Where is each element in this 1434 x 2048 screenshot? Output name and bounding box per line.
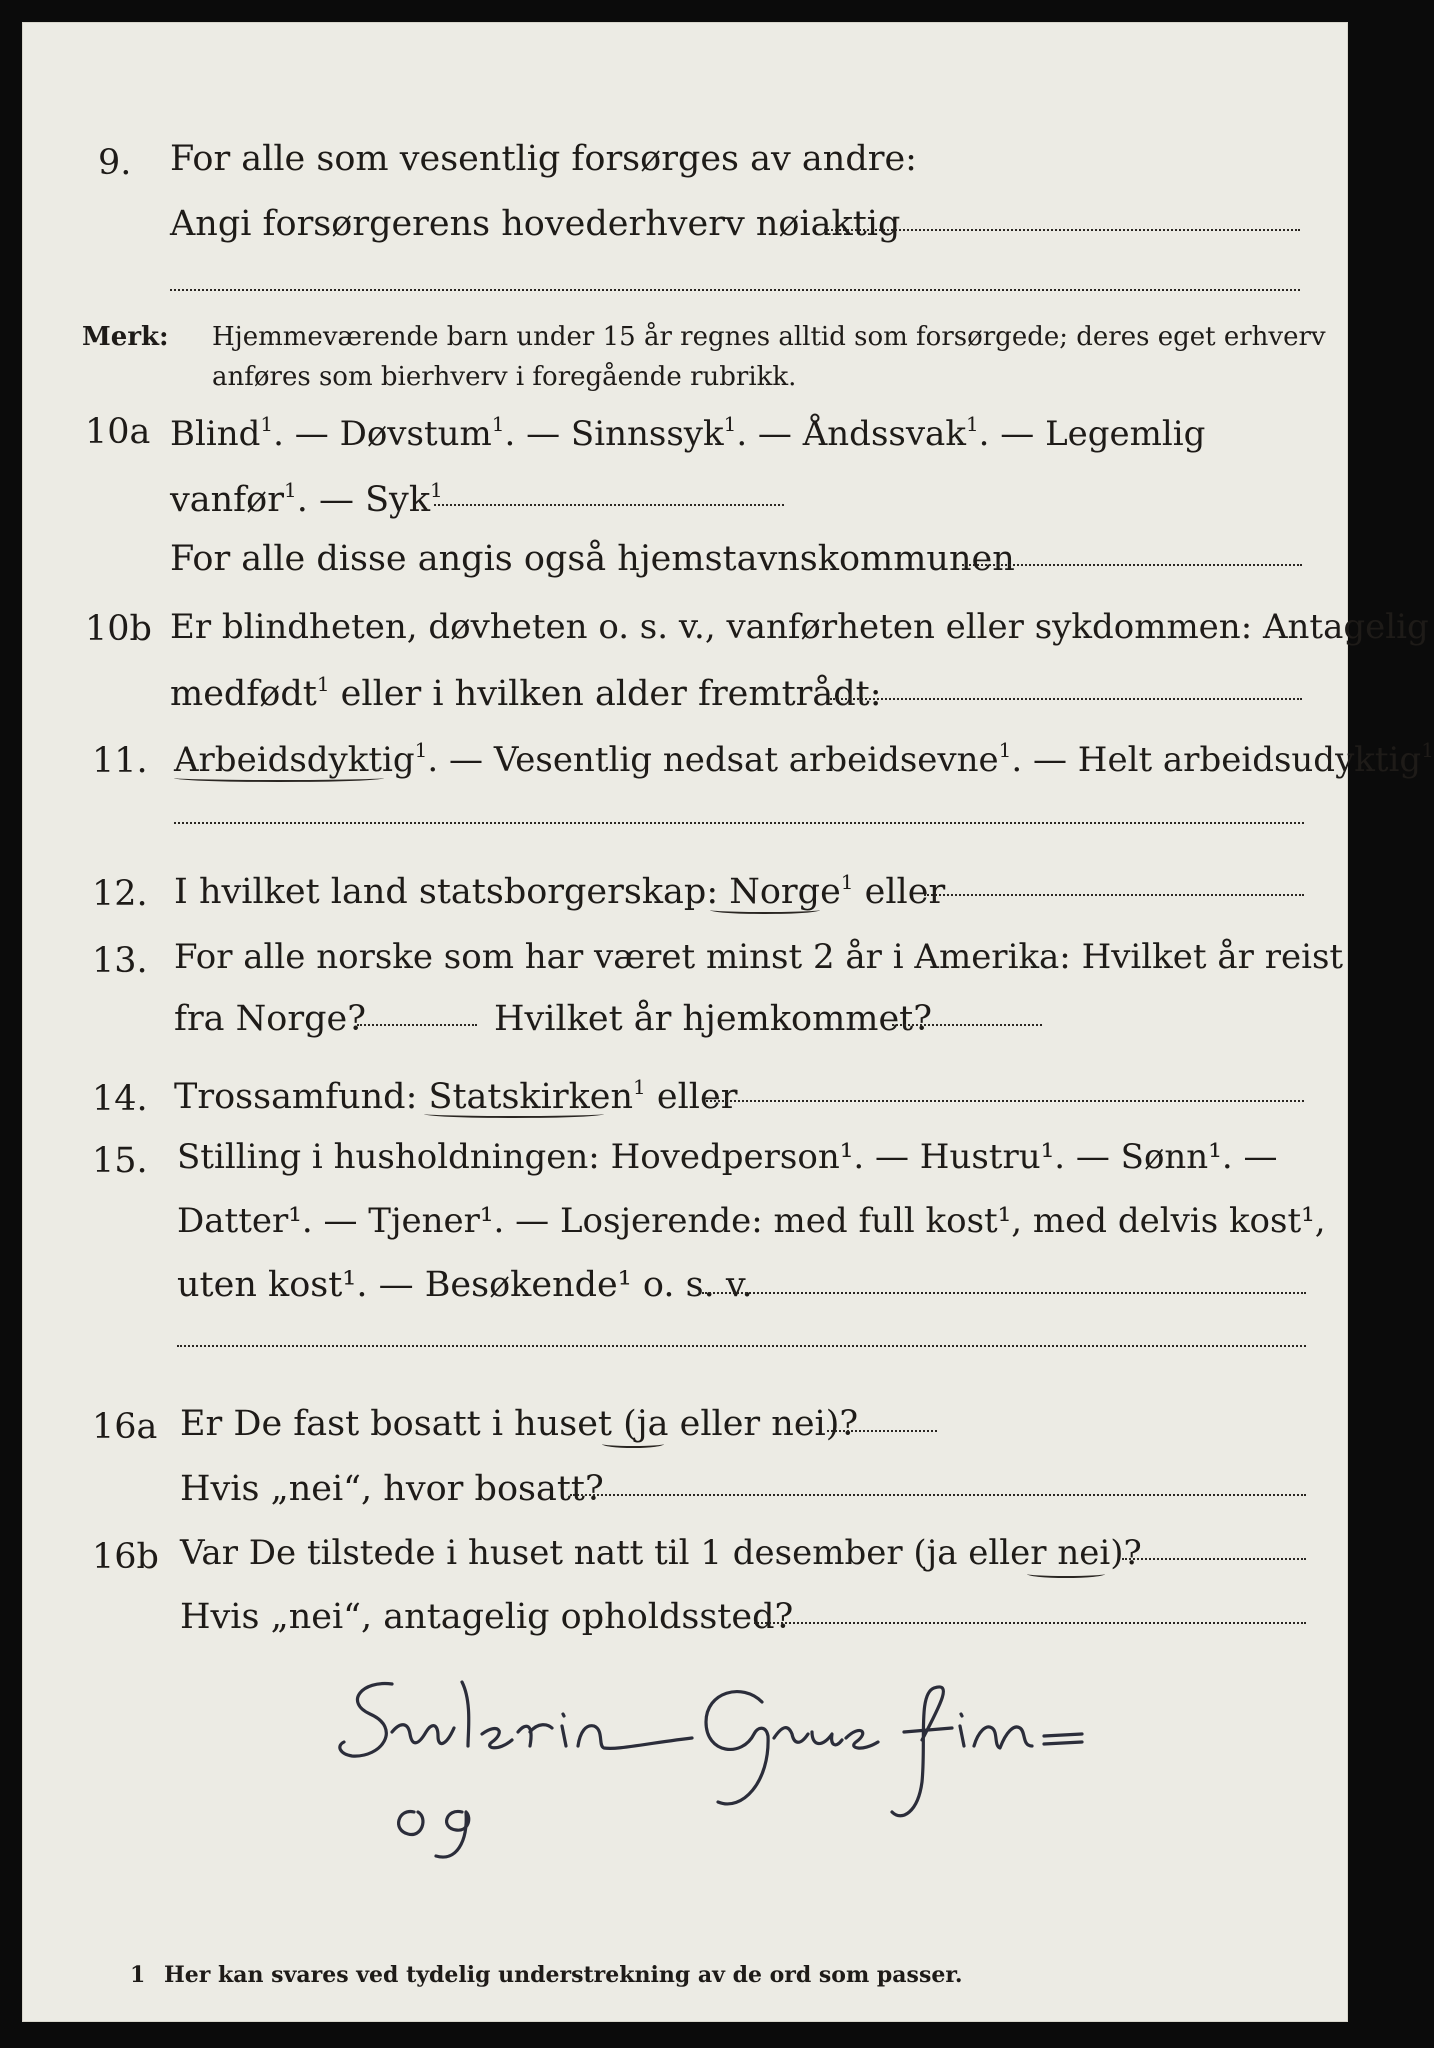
q16b-nei-underline bbox=[1027, 1570, 1105, 1578]
footnote-text: Her kan svares ved tydelig understrekning av de ord som passer. bbox=[164, 1962, 963, 1988]
q16a-ja-underline bbox=[602, 1440, 664, 1448]
q16b-line1: Var De tilstede i huset natt til 1 desember (ja eller nei)? bbox=[180, 1533, 1142, 1573]
q14-line: Trossamfund: Statskirken$^1$ eller bbox=[174, 1075, 738, 1117]
q15-line1: Stilling i husholdningen: Hovedperson¹. — Hustru¹. — Sønn¹. — bbox=[177, 1137, 1278, 1177]
q12-norge-underline bbox=[710, 906, 820, 914]
q16b-answer-line[interactable] bbox=[1122, 1558, 1306, 1560]
q11-number: 11. bbox=[92, 741, 148, 781]
q16a-line1: Er De fast bosatt i huset (ja eller nei)? bbox=[180, 1404, 859, 1444]
q10a-line2: vanfør$^1$. — Syk$^1$ bbox=[170, 478, 443, 520]
q10b-line2: medfødt$^1$ eller i hvilken alder fremtrådt: bbox=[170, 672, 882, 714]
q15-number: 15. bbox=[92, 1141, 148, 1181]
q12-line: I hvilket land statsborgerskap: Norge$^1$ eller bbox=[174, 870, 946, 912]
q16a-bosatt-answer-line[interactable] bbox=[570, 1494, 1306, 1496]
q14-answer-statskirken: Statskirken bbox=[428, 1077, 634, 1117]
q16a-answer-ja: (ja bbox=[623, 1404, 669, 1444]
merk-line1: Hjemmeværende barn under 15 år regnes alltid som forsørgede; deres eget erhverv bbox=[212, 322, 1326, 352]
q15-answer-line[interactable] bbox=[702, 1292, 1306, 1294]
q13-line1: For alle norske som har været minst 2 år i Amerika: Hvilket år reist bbox=[174, 937, 1344, 977]
q10b-answer-line[interactable] bbox=[830, 698, 1302, 700]
q16b-line2: Hvis „nei“, antagelig opholdssted? bbox=[180, 1597, 794, 1637]
q10b-line1: Er blindheten, døvheten o. s. v., vanførheten eller sykdommen: Antagelig bbox=[170, 607, 1429, 647]
q13-line2-a: fra Norge? bbox=[174, 999, 366, 1039]
q14-answer-line[interactable] bbox=[702, 1100, 1304, 1102]
q14-number: 14. bbox=[92, 1079, 148, 1119]
footnote-mark: 1 bbox=[130, 1962, 146, 1988]
q13-hjemkommet-answer-line[interactable] bbox=[892, 1024, 1042, 1026]
q15-line3: uten kost¹. — Besøkende¹ o. s. v. bbox=[177, 1265, 753, 1305]
q9-line1: For alle som vesentlig forsørges av andre: bbox=[170, 139, 917, 179]
q10a-line1: Blind$^1$. — Døvstum$^1$. — Sinnssyk$^1$. — Åndssvak$^1$. — Legemlig bbox=[170, 412, 1206, 454]
merk-line2: anføres som bierhverv i foregående rubrikk. bbox=[212, 362, 797, 392]
q12-answer-line[interactable] bbox=[924, 894, 1304, 896]
q13-number: 13. bbox=[92, 941, 148, 981]
q16a-answer-line[interactable] bbox=[827, 1430, 937, 1432]
q9-answer-line-2[interactable] bbox=[170, 289, 1300, 291]
q13-line2-b: Hvilket år hjemkommet? bbox=[494, 999, 933, 1039]
merk-label: Merk: bbox=[82, 322, 169, 352]
q15-line2: Datter¹. — Tjener¹. — Losjerende: med full kost¹, med delvis kost¹, bbox=[177, 1201, 1326, 1241]
q11-line: Arbeidsdyktig$^1$. — Vesentlig nedsat arbeidsevne$^1$. — Helt arbeidsudyktig$^1$ bbox=[174, 738, 1434, 780]
q13-reist-answer-line[interactable] bbox=[357, 1024, 477, 1026]
q11-arbeidsdyktig-underline bbox=[174, 774, 384, 782]
q14-statskirken-underline bbox=[424, 1110, 604, 1118]
q10a-number: 10a bbox=[85, 412, 151, 452]
q16b-opholdssted-answer-line[interactable] bbox=[754, 1622, 1306, 1624]
q9-answer-line[interactable] bbox=[824, 229, 1300, 231]
q10b-number: 10b bbox=[85, 609, 152, 649]
q9-number: 9. bbox=[98, 143, 132, 183]
q11-answer-line[interactable] bbox=[174, 822, 1304, 824]
q10a-syk-answer-line[interactable] bbox=[434, 504, 784, 506]
handwritten-answer bbox=[322, 1662, 1322, 1872]
q16a-number: 16a bbox=[92, 1407, 158, 1447]
q16b-number: 16b bbox=[92, 1537, 159, 1577]
q12-number: 12. bbox=[92, 874, 148, 914]
q16a-line2: Hvis „nei“, hvor bosatt? bbox=[180, 1469, 604, 1509]
q16b-answer-nei: nei) bbox=[1057, 1533, 1124, 1573]
census-form-page bbox=[22, 22, 1434, 2022]
q12-answer-norge: Norge bbox=[729, 872, 841, 912]
q9-line2: Angi forsørgerens hovederhverv nøiaktig bbox=[170, 204, 901, 244]
q10a-line3: For alle disse angis også hjemstavnskommunen bbox=[170, 539, 1015, 579]
q10a-hjemstavn-answer-line[interactable] bbox=[962, 564, 1302, 566]
q15-answer-line-2[interactable] bbox=[177, 1345, 1306, 1347]
